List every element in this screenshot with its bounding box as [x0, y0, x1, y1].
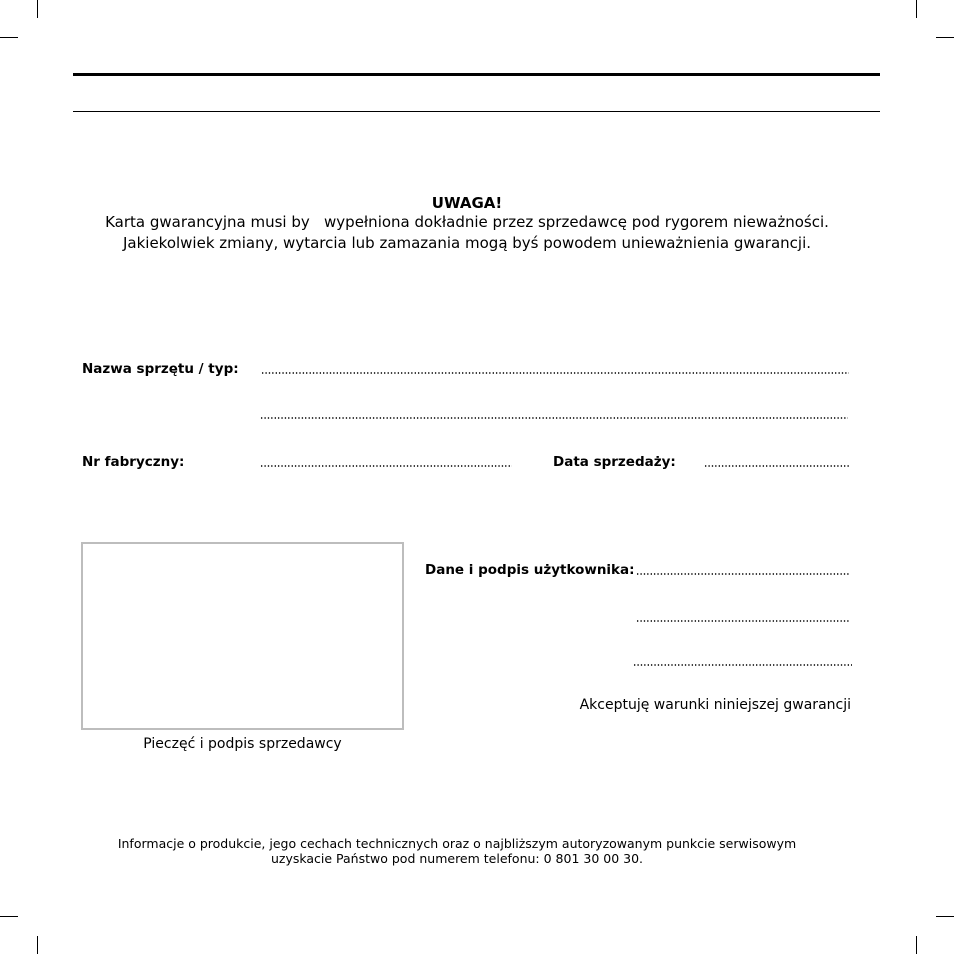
notice-line-1: Karta gwarancyjna musi by wypełniona dokładnie przez sprzedawcę pod rygorem nieważności.	[105, 213, 829, 231]
user-field-line-3[interactable]	[633, 664, 852, 666]
crop-mark-top-right-h	[936, 37, 954, 38]
notice-line-2: Jakiekolwiek zmiany, wytarcia lub zamazania mogą byś powodem unieważnienia gwarancji.	[122, 234, 812, 252]
device-field-line-2[interactable]	[260, 417, 848, 419]
crop-mark-bottom-left-v	[37, 936, 38, 954]
footer-line-1: Informacje o produkcie, jego cechach technicznych oraz o najbliższym autoryzowanym punkcie serwisowym	[117, 836, 797, 851]
header-rule-thin	[73, 111, 880, 112]
serial-field-line[interactable]	[260, 465, 512, 467]
serial-label: Nr fabryczny:	[82, 454, 185, 470]
crop-mark-bottom-right-v	[916, 936, 917, 954]
crop-mark-top-left-h	[0, 37, 18, 38]
sale-date-label: Data sprzedaży:	[553, 454, 676, 470]
crop-mark-bottom-right-h	[936, 916, 954, 917]
crop-mark-top-right-v	[916, 0, 917, 18]
header-rule-thick	[73, 73, 880, 76]
device-field-line-1[interactable]	[261, 372, 849, 374]
seller-stamp-box	[81, 542, 404, 730]
device-label: Nazwa sprzętu / typ:	[82, 361, 239, 377]
user-field-line-1[interactable]	[636, 573, 850, 575]
seller-stamp-caption: Pieczęć i podpis sprzedawcy	[143, 736, 342, 752]
notice-title: UWAGA!	[431, 194, 503, 212]
footer-line-2: uzyskacie Państwo pod numerem telefonu: 0 801 30 00 30.	[270, 851, 644, 866]
accept-terms-text: Akceptuję warunki niniejszej gwarancji	[579, 697, 851, 713]
user-field-line-2[interactable]	[636, 620, 850, 622]
sale-date-field-line[interactable]	[704, 465, 850, 467]
crop-mark-bottom-left-h	[0, 916, 18, 917]
crop-mark-top-left-v	[37, 0, 38, 18]
user-data-label: Dane i podpis użytkownika:	[425, 562, 635, 578]
